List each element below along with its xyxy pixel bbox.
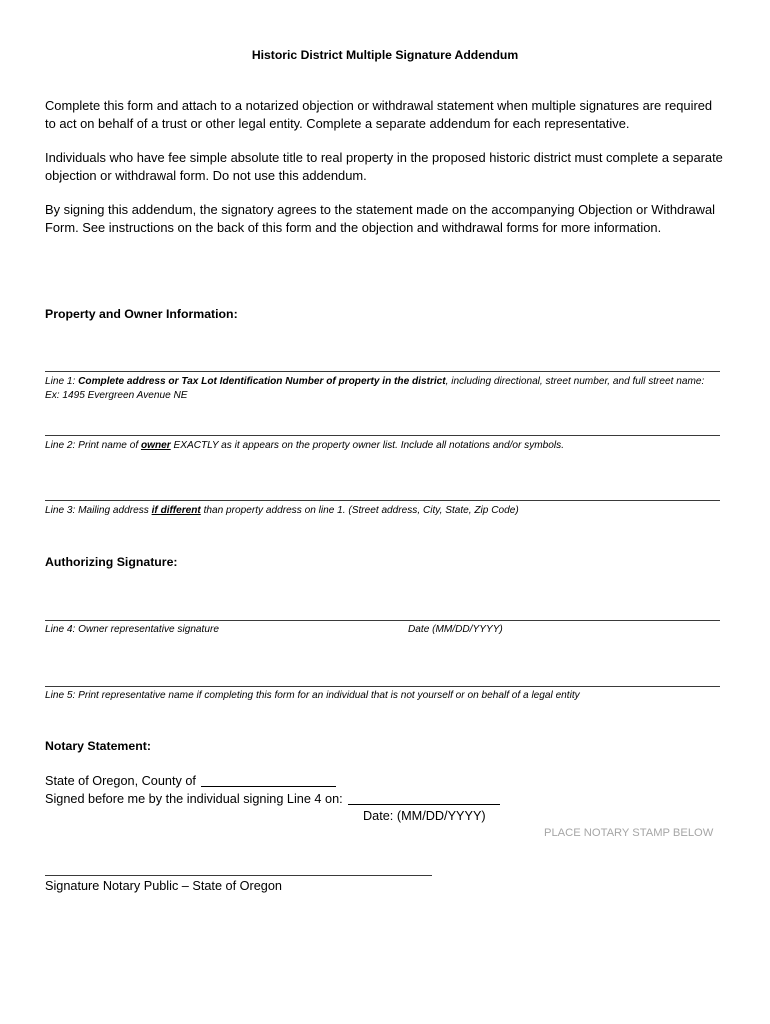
notary-signed-label: Signed before me by the individual signing Line 4 on: [45, 792, 343, 806]
line2-caption [45, 439, 564, 453]
notary-county-blank[interactable] [201, 774, 336, 787]
intro-paragraph-1 [45, 97, 712, 133]
line1-example: Ex: 1495 Evergreen Avenue NE [45, 390, 188, 401]
line4-signature-field[interactable] [45, 595, 400, 621]
intro-paragraph-3-line-2: Form. See instructions on the back of this form and the objection and withdrawal forms for more information. [45, 220, 662, 235]
notary-county-label: State of Oregon, County of [45, 774, 196, 788]
line4-date-caption: Date (MM/DD/YYYY) [408, 624, 503, 635]
intro-paragraph-2 [45, 149, 723, 185]
form-title: Historic District Multiple Signature Addendum [251, 48, 519, 62]
line2-owner-name-field[interactable] [45, 410, 720, 436]
property-section-heading: Property and Owner Information: [45, 307, 238, 321]
line4-signature-caption: Line 4: Owner representative signature [45, 624, 219, 635]
intro-paragraph-2-line-1: Individuals who have fee simple absolute title to real property in the proposed historic district must complete a separate [45, 150, 723, 165]
line1-caption-suffix: , including directional, street number, and full street name: [445, 376, 705, 387]
notary-date-format-label: Date: (MM/DD/YYYY) [363, 809, 486, 823]
notary-signed-date-blank[interactable] [348, 792, 500, 805]
intro-paragraph-2-line-2: objection or withdrawal form. Do not use this addendum. [45, 168, 367, 183]
signature-section-heading: Authorizing Signature: [45, 555, 178, 569]
intro-paragraph-3-line-1: By signing this addendum, the signatory agrees to the statement made on the accompanying Objection or Withdrawal [45, 202, 715, 217]
intro-paragraph-1-line-1: Complete this form and attach to a notarized objection or withdrawal statement when multiple signatures are required [45, 98, 713, 113]
line1-caption-prefix: Line 1: [45, 376, 79, 387]
notary-section-heading: Notary Statement: [45, 739, 151, 753]
line1-caption [45, 375, 704, 389]
line2-caption-suffix: EXACTLY as it appears on the property owner list. Include all notations and/or symbols. [170, 440, 564, 451]
line3-mailing-address-field[interactable] [45, 475, 720, 501]
notary-signature-field[interactable] [45, 850, 432, 876]
line1-caption-emphasis: Complete address or Tax Lot Identification Number of property in the district [78, 376, 446, 387]
notary-county-line [45, 772, 336, 790]
notary-stamp-note: PLACE NOTARY STAMP BELOW [544, 827, 714, 839]
line3-caption-suffix: than property address on line 1. (Street address, City, State, Zip Code) [200, 505, 519, 516]
line5-representative-name-field[interactable] [45, 661, 720, 687]
line2-caption-prefix: Line 2: Print name of [45, 440, 141, 451]
line3-caption-emphasis: if different [151, 505, 201, 516]
notary-signature-label: Signature Notary Public – State of Oregon [45, 879, 282, 893]
notary-signed-line [45, 790, 500, 808]
line5-caption: Line 5: Print representative name if completing this form for an individual that is not yourself or on behalf of a legal entity [45, 690, 580, 701]
intro-paragraph-1-line-2: to act on behalf of a trust or other legal entity. Complete a separate addendum for each representative. [45, 116, 630, 131]
line1-property-address-field[interactable] [45, 346, 720, 372]
line3-caption [45, 504, 519, 518]
line3-caption-prefix: Line 3: Mailing address [45, 505, 152, 516]
line2-caption-emphasis: owner [140, 440, 171, 451]
line4-date-field[interactable] [400, 595, 720, 621]
intro-paragraph-3 [45, 201, 715, 237]
